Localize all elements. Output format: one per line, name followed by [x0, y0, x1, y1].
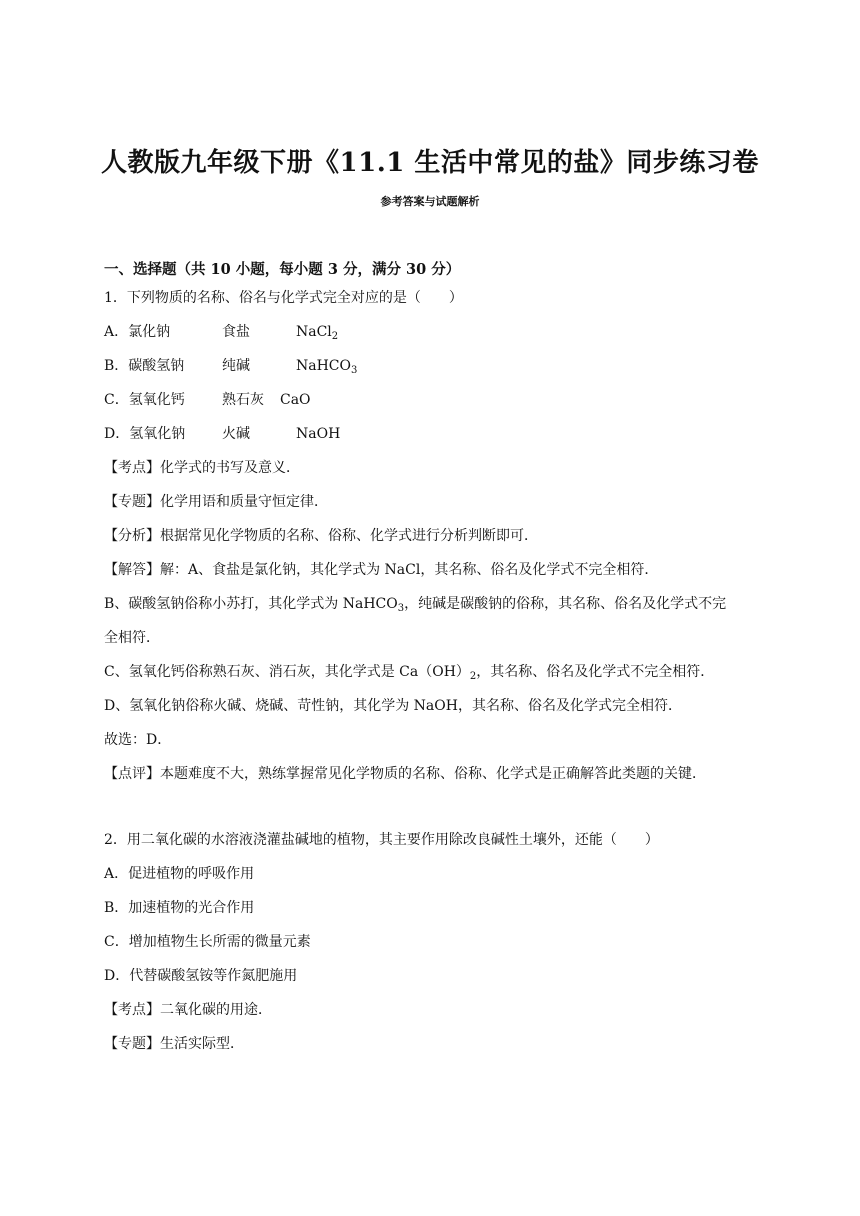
q1-option-b-name: B．碳酸氢钠 — [104, 358, 185, 374]
q1-option-d-common: 火碱 — [222, 426, 250, 442]
q1-option-c — [104, 390, 311, 410]
q1-explain-b: B、碳酸氢钠俗称小苏打，其化学式为 NaHCO$_3$，纯碱是碳酸钠的俗称，其名称、俗名及化学式不完 — [104, 596, 727, 614]
q2-option-a: A．促进植物的呼吸作用 — [104, 866, 255, 882]
document-subtitle: 参考答案与试题解析 — [380, 195, 480, 208]
q1-stem: 1．下列物质的名称、俗名与化学式完全对应的是（ ） — [104, 290, 463, 306]
q1-option-d-name: D．氢氧化钠 — [104, 426, 186, 442]
q1-option-b-common: 纯碱 — [222, 358, 250, 374]
q1-option-a — [104, 322, 338, 342]
q1-answer: 故选：D． — [104, 732, 172, 748]
q1-option-a-formula: NaCl$_2$ — [296, 324, 339, 342]
q1-option-a-name: A．氯化钠 — [104, 324, 171, 340]
section-heading: 一、选择题（共 10 小题，每小题 3 分，满分 30 分） — [104, 261, 461, 278]
q1-option-b — [104, 356, 357, 376]
q1-zhuanti: 【专题】化学用语和质量守恒定律． — [104, 494, 328, 510]
q1-fenxi: 【分析】根据常见化学物质的名称、俗称、化学式进行分析判断即可． — [104, 528, 538, 544]
q1-dianping: 【点评】本题难度不大，熟练掌握常见化学物质的名称、俗称、化学式是正确解答此类题的关键． — [104, 766, 706, 782]
q2-option-c: C．增加植物生长所需的微量元素 — [104, 934, 311, 950]
q2-kaodian: 【考点】二氧化碳的用途． — [104, 1002, 272, 1018]
q1-explain-d: D、氢氧化钠俗称火碱、烧碱、苛性钠，其化学为 NaOH，其名称、俗名及化学式完全相符． — [104, 698, 682, 714]
document-title: 人教版九年级下册《11.1 生活中常见的盐》同步练习卷 — [101, 148, 759, 178]
q1-option-b-formula: NaHCO$_3$ — [296, 358, 358, 376]
q1-kaodian: 【考点】化学式的书写及意义． — [104, 460, 300, 476]
q1-explain-b-cont: 全相符． — [104, 630, 160, 646]
q1-option-d — [104, 424, 340, 444]
q1-explain-c: C、氢氧化钙俗称熟石灰、消石灰，其化学式是 $Ca(OH)_2$，其名称、俗名及化学式不完全相符． — [104, 664, 715, 682]
q2-option-d: D．代替碳酸氢铵等作氮肥施用 — [104, 968, 298, 984]
q1-option-d-formula: NaOH — [296, 426, 341, 442]
q1-option-c-formula: CaO — [280, 392, 311, 408]
q2-option-b: B．加速植物的光合作用 — [104, 900, 255, 916]
q2-zhuanti: 【专题】生活实际型． — [104, 1036, 244, 1052]
q1-option-c-common: 熟石灰 — [222, 392, 264, 408]
q1-jieda: 【解答】解：A、食盐是氯化钠，其化学式为 NaCl，其名称、俗名及化学式不完全相符． — [104, 562, 659, 578]
q1-option-a-common: 食盐 — [222, 324, 250, 340]
q2-stem: 2．用二氧化碳的水溶液浇灌盐碱地的植物，其主要作用除改良碱性土壤外，还能（ ） — [104, 832, 659, 848]
q1-option-c-name: C．氢氧化钙 — [104, 392, 185, 408]
